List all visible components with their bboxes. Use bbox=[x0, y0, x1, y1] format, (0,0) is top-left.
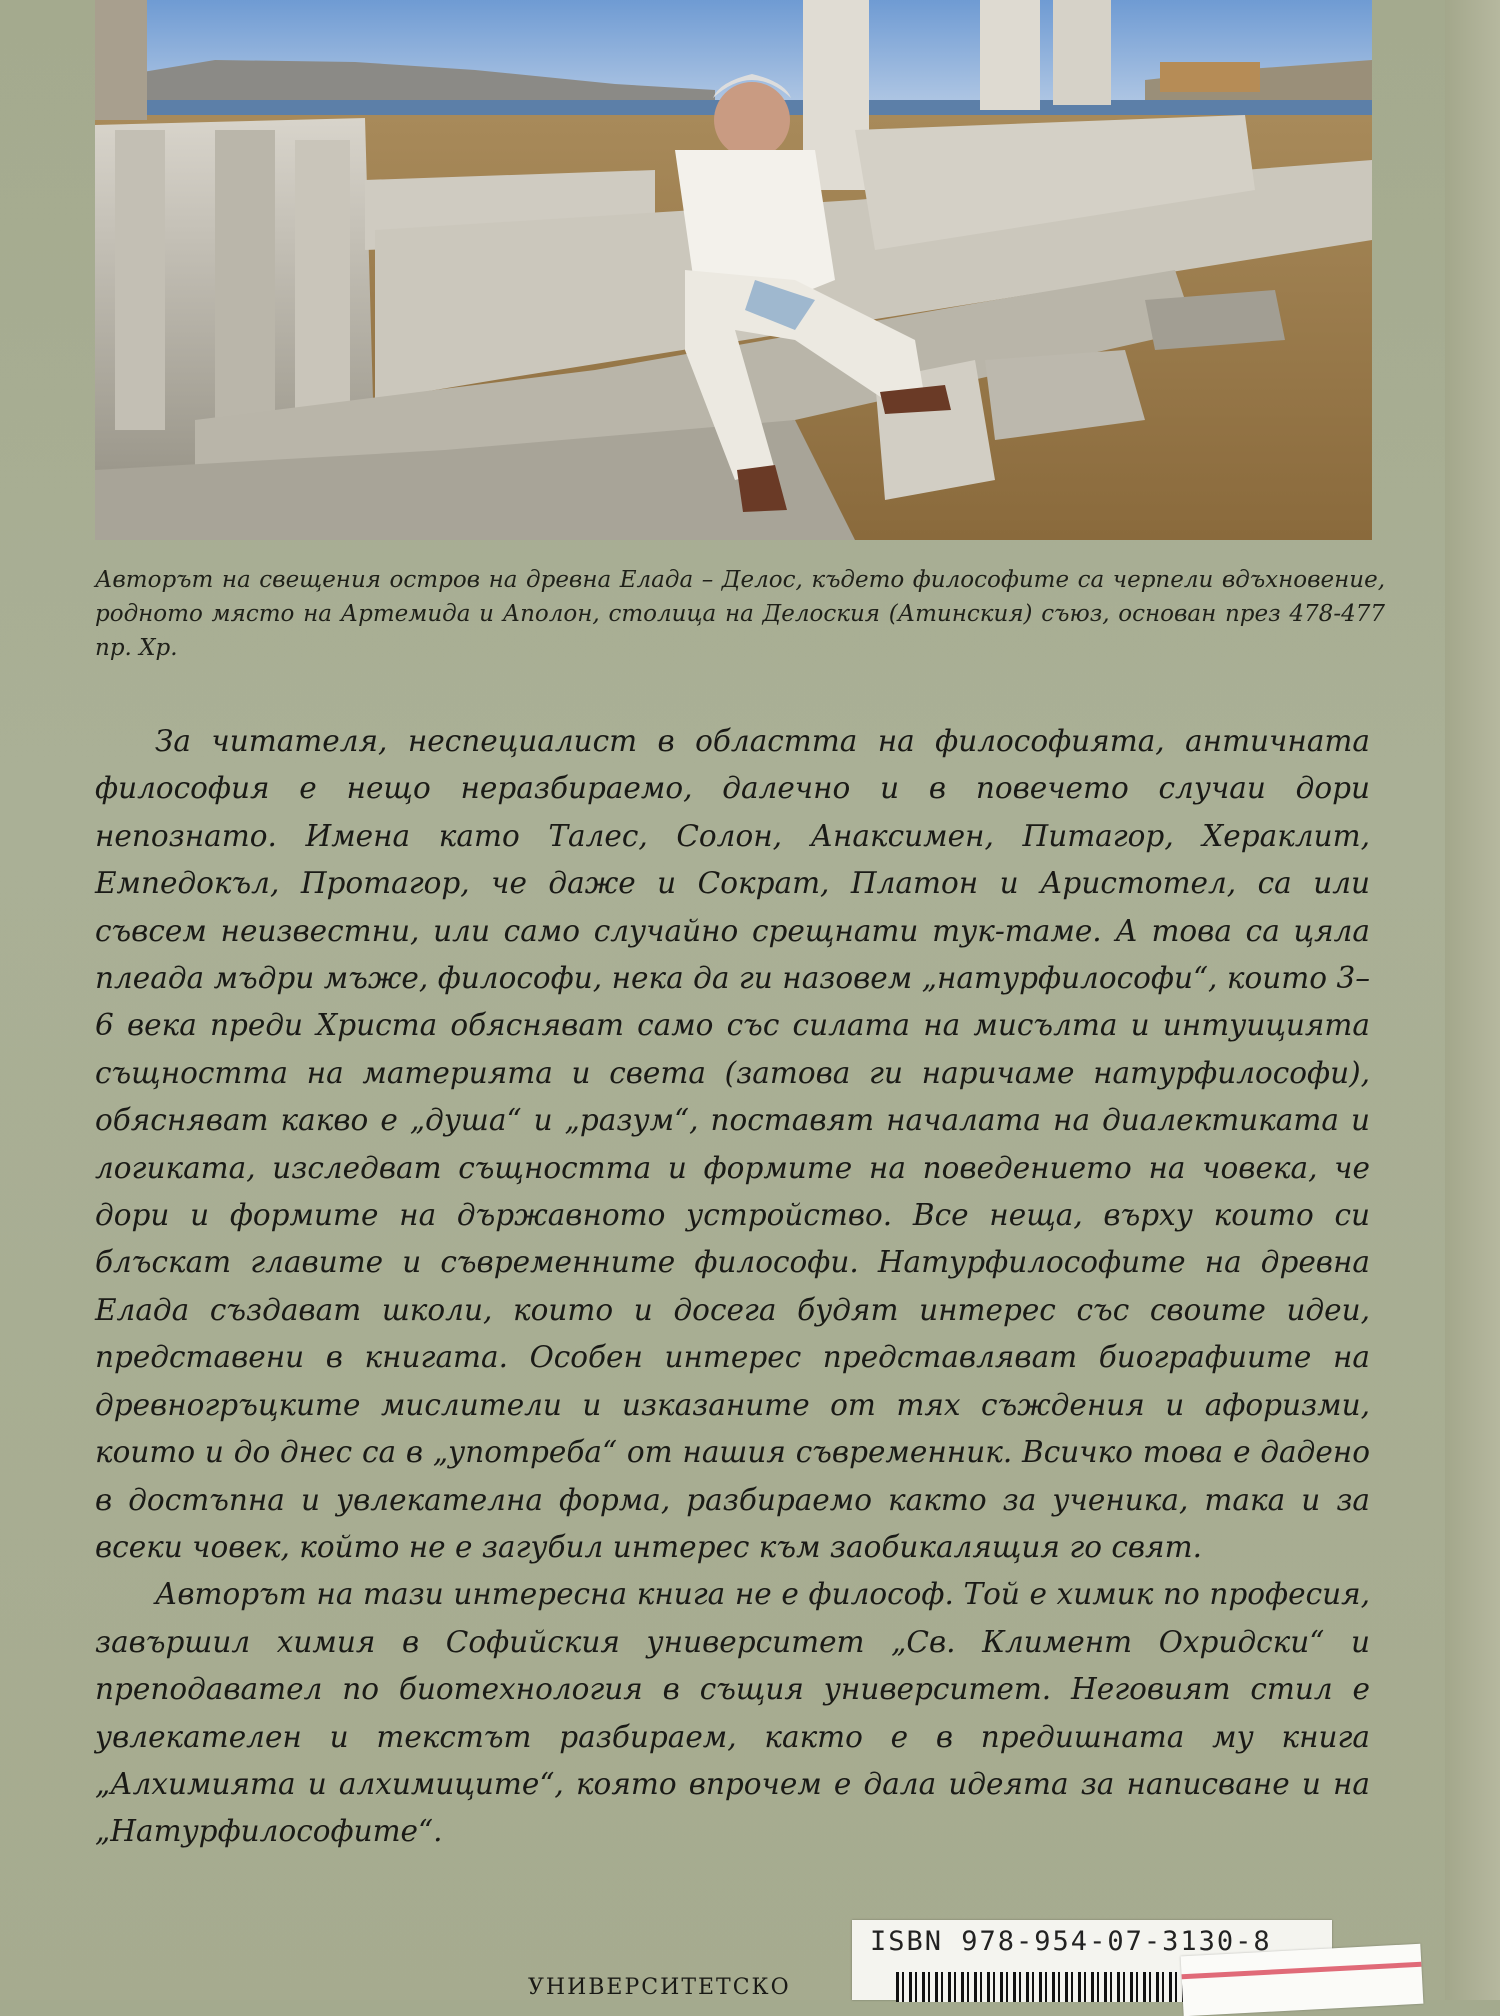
price-stripe bbox=[1182, 1962, 1422, 1980]
photo-author-at-delos-ruins-icon bbox=[95, 0, 1372, 540]
description-paragraph-1: За читателя, неспециалист в областта на философията, античната философия е нещо неразбираемо, далечно и в повечето случаи дори непознато. Имена като Талес, Солон, Анаксимен, Питагор, Хераклит, Емпедокъл, Протагор, че даже и Сократ, Платон и Аристотел, са или съвсем неизвестни, или само случайно срещнати тук-таме. А това са цяла плеада мъдри мъже, философи, нека да ги назовем „натурфилософи“, които 3–6 века преди Христа обясняват само със силата на мисълта и интуицията същността на материята и света (затова ги наричаме натурфилософи), обясняват какво е „душа“ и „разум“, поставят началата на диалектиката и логиката, изследват същността и формите на поведението на човека, че дори и формите на държавното устройство. Все неща, върху които си блъскат главите и съвременните философи. Натурфилософите на древна Елада създават школи, които и досега будят интерес със своите идеи, представени в книгата. Особен интерес представляват биографиите на древногръцките мислители и изказаните от тях съждения и афоризми, които и до днес са в „употреба“ от нашия съвременник. Всичко това е дадено в достъпна и увлекателна форма, разбираемо както за ученика, така и за всеки човек, който не е загубил интерес към заобикалящия го свят. bbox=[95, 724, 1370, 1564]
author-photo bbox=[95, 0, 1372, 540]
book-description bbox=[95, 718, 1370, 1856]
cover-edge bbox=[1445, 0, 1500, 2000]
price-sticker bbox=[1181, 1944, 1424, 2016]
description-paragraph-2: Авторът на тази интересна книга не е философ. Той е химик по професия, завършил химия в Софийския университет „Св. Климент Охридски“ и преподавател по биотехнология в същия университет. Неговият стил е увлекателен и текстът разбираем, както е в предишната му книга „Алхимията и алхимиците“, която впрочем е дала идеята за написване и на „Натурфилософите“. bbox=[95, 1577, 1370, 1849]
barcode-icon bbox=[896, 1972, 1226, 2002]
isbn-number: ISBN 978-954-07-3130-8 bbox=[870, 1926, 1272, 1957]
publisher-name: УНИВЕРСИТЕТСКО bbox=[528, 1975, 791, 2000]
photo-caption: Авторът на свещения остров на древна Елада – Делос, където философите са черпели вдъхновение, родното място на Артемида и Аполон, столица на Делоския (Атинския) съюз, основан през 478-477 пр. Хр. bbox=[95, 567, 1385, 661]
